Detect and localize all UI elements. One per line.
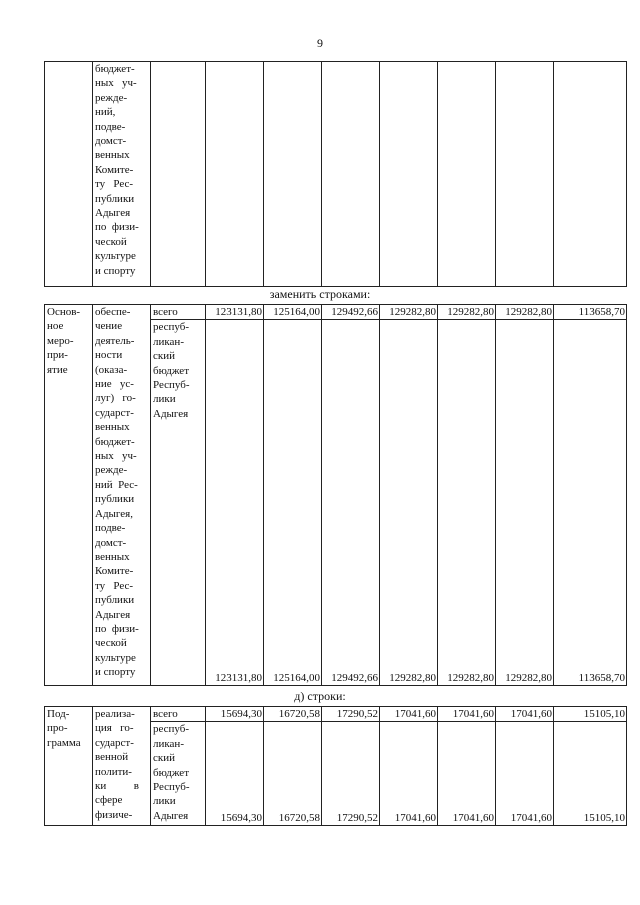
- cell-text-line: Адыгея: [95, 608, 131, 621]
- cell-value: 16720,58: [264, 707, 322, 722]
- cell-empty: [45, 62, 93, 287]
- cell-text-line: полити-: [95, 765, 132, 778]
- cell-text-line: венной: [95, 751, 129, 764]
- cell-text-line: режде-: [95, 464, 128, 477]
- cell-text-line: Адыгея: [153, 407, 189, 420]
- cell-text-line: режде-: [95, 91, 128, 104]
- cell-text-line: бюджет: [153, 364, 189, 377]
- cell-text-line: физиче-: [95, 808, 133, 821]
- cell-value: 16720,58: [264, 722, 322, 826]
- cell-value: 17041,60: [380, 722, 438, 826]
- cell-text-line: публики: [95, 493, 135, 506]
- cell-text-line: Адыгея: [95, 207, 131, 220]
- cell-label-budget: [151, 320, 206, 686]
- cell-value: 17041,60: [438, 707, 496, 722]
- cell-text-line: Адыгея: [153, 809, 189, 822]
- page-number: 9: [317, 36, 323, 50]
- cell-description: [93, 62, 151, 287]
- cell-value: 15694,30: [206, 707, 264, 722]
- table-row: [45, 62, 627, 287]
- cell-text-line: сударст-: [95, 736, 134, 749]
- cell-description: [93, 707, 151, 826]
- cell-text-line: бюджет-: [95, 63, 135, 75]
- cell-value: 15694,30: [206, 722, 264, 826]
- cell-text-line: луг) го-: [95, 392, 136, 405]
- cell-text-line: ческой: [95, 637, 127, 650]
- cell-text-line: Комите-: [95, 163, 134, 176]
- cell-text-line: бюджет: [153, 766, 189, 779]
- cell-text-line: ский: [153, 752, 175, 765]
- cell-label-budget: [151, 722, 206, 826]
- cell-value: 125164,00: [264, 320, 322, 686]
- cell-value: 113658,70: [554, 305, 627, 320]
- cell-text-line: обеспе-: [95, 306, 131, 318]
- cell-text-line: публики: [95, 192, 135, 205]
- cell-text-line: ние ус-: [95, 378, 134, 391]
- cell-value: 17041,60: [496, 722, 554, 826]
- cell-text-line: лики: [153, 393, 176, 406]
- cell-text-line: домст-: [95, 536, 127, 549]
- cell-text-line: лики: [153, 795, 176, 808]
- cell-category: [45, 305, 93, 686]
- cell-value: 17041,60: [438, 722, 496, 826]
- cell-text-line: сфере: [95, 794, 123, 807]
- cell-value: 129282,80: [380, 305, 438, 320]
- table-continued: [44, 61, 627, 287]
- cell-text-line: культуре: [95, 651, 136, 664]
- cell-text-line: респуб-: [153, 723, 190, 736]
- cell-text-line: венных: [95, 421, 130, 434]
- cell-text-line: про-: [47, 722, 68, 735]
- cell-text-line: культуре: [95, 250, 136, 263]
- table-subprogram: [44, 706, 627, 826]
- cell-text-line: сударст-: [95, 406, 134, 419]
- cell-value: 17290,52: [322, 722, 380, 826]
- cell-text-line: ликан-: [153, 335, 184, 348]
- cell-description: [93, 305, 151, 686]
- cell-value: 125164,00: [264, 305, 322, 320]
- cell-value: 129282,80: [380, 320, 438, 686]
- cell-value: 123131,80: [206, 305, 264, 320]
- cell-value: 123131,80: [206, 320, 264, 686]
- table-replacement: [44, 304, 627, 686]
- cell-text-line: по физи-: [95, 622, 139, 635]
- cell-text-line: чение: [95, 320, 123, 333]
- cell-text-line: Респуб-: [153, 379, 190, 392]
- cell-text-line: бюджет-: [95, 435, 135, 448]
- cell-text-line: меро-: [47, 334, 74, 347]
- cell-category: [45, 707, 93, 826]
- cell-value: 129492,66: [322, 320, 380, 686]
- cell-text-line: по физи-: [95, 221, 139, 234]
- table-row: [45, 707, 627, 722]
- cell-text-line: ский: [153, 350, 175, 363]
- cell-text-line: ное: [47, 320, 64, 333]
- cell-text-line: Комите-: [95, 565, 134, 578]
- cell-text-line: ция го-: [95, 722, 134, 735]
- cell-text-line: Респуб-: [153, 781, 190, 794]
- cell-text-line: ности: [95, 349, 123, 362]
- cell-value: 113658,70: [554, 320, 627, 686]
- cell-label-total: всего: [151, 305, 206, 320]
- cell-text-line: домст-: [95, 135, 127, 148]
- cell-text-line: при-: [47, 349, 68, 362]
- cell-text-line: ликан-: [153, 737, 184, 750]
- cell-text-line: подве-: [95, 522, 126, 535]
- cell-text-line: ятие: [47, 363, 68, 376]
- cell-text-line: Основ-: [47, 306, 81, 318]
- cell-value: 129282,80: [438, 320, 496, 686]
- cell-text-line: ных уч-: [95, 77, 137, 90]
- cell-value: 129282,80: [496, 320, 554, 686]
- cell-value: 129282,80: [438, 305, 496, 320]
- cell-text-line: Адыгея,: [95, 507, 133, 520]
- cell-text-line: и спорту: [95, 666, 136, 679]
- cell-label-total: всего: [151, 707, 206, 722]
- cell-text-line: и спорту: [95, 264, 136, 277]
- cell-text-line: ту Рес-: [95, 178, 134, 191]
- cell-value: 15105,10: [554, 722, 627, 826]
- cell-text-line: ний Рес-: [95, 478, 138, 491]
- cell-text-line: ки в: [95, 780, 139, 793]
- cell-text-line: грамма: [47, 736, 81, 749]
- cell-value: 17290,52: [322, 707, 380, 722]
- cell-text-line: ту Рес-: [95, 579, 134, 592]
- cell-value: 15105,10: [554, 707, 627, 722]
- cell-text-line: венных: [95, 550, 130, 563]
- cell-value: 129492,66: [322, 305, 380, 320]
- cell-value: 129282,80: [496, 305, 554, 320]
- cell-text-line: ческой: [95, 235, 127, 248]
- cell-text-line: публики: [95, 594, 135, 607]
- table-row: [45, 305, 627, 320]
- cell-value: 17041,60: [496, 707, 554, 722]
- cell-text-line: венных: [95, 149, 130, 162]
- cell-text-line: (оказа-: [95, 363, 128, 376]
- cell-text-line: деятель-: [95, 334, 135, 347]
- cell-text-line: ных уч-: [95, 450, 137, 463]
- caption-replace: заменить строками:: [269, 287, 371, 301]
- cell-text-line: реализа-: [95, 708, 135, 720]
- caption-rows: д) строки:: [294, 689, 346, 703]
- cell-text-line: подве-: [95, 120, 126, 133]
- cell-text-line: респуб-: [153, 321, 190, 334]
- cell-value: 17041,60: [380, 707, 438, 722]
- cell-text-line: ний,: [95, 106, 116, 119]
- cell-text-line: Под-: [47, 708, 70, 720]
